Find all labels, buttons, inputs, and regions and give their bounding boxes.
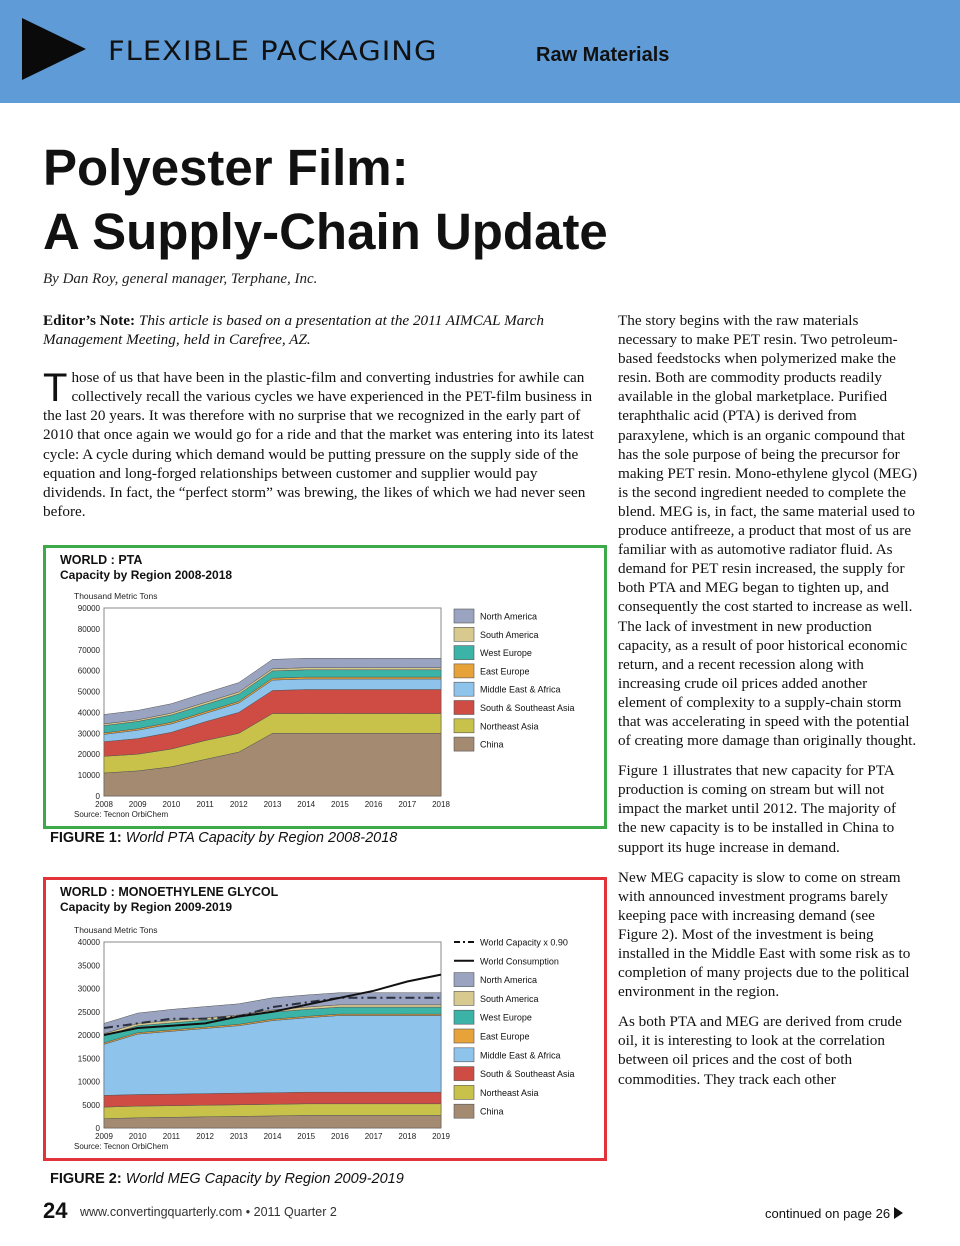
x-tick-label: 2011 [196, 800, 214, 809]
intro-text: hose of us that have been in the plastic-film and converting industries for awhile can collectively recall the various cycles we have experienced in the PET-film business in the last 20 years. It was therefore with no surprise that we recognized in the early part of 2010 that once again we would go for a ride and that the market was entering into its latest cycle: A cycle during which demand would be putting pressure on the supply side of the equation and long-forged relationships between customer and supplier would pay dividends. In fact, the “perfect storm” was brewing, the likes of which we had never seen before. [43, 369, 594, 520]
y-tick-label: 90000 [77, 604, 100, 613]
y-tick-label: 80000 [77, 624, 100, 634]
y-tick-label: 30000 [77, 729, 100, 739]
x-tick-label: 2012 [229, 800, 248, 809]
legend-swatch [454, 1104, 474, 1118]
x-tick-label: 2017 [364, 1132, 383, 1141]
body-paragraph: The story begins with the raw materials necessary to make PET resin. Two petroleum-based feedstocks when polymerized make the resin. Both are commodity products readily available in the global marketplace. Purified teraphthalic acid (PTA) is derived from paraxylene, which is an organic compound that has the sole purpose of being the precursor for making PET resin. Mono-ethylene glycol (MEG) is the second ingredient needed to complete the blend. MEG is, in fact, the same material used to produce antifreeze, a product that most of us are familiar with as automotive radiator fluid. As demand for PET resin increased, the supply for both PTA and MEG began to tighten up, and consequently the cost started to increase as well. The lack of investment in new production capacity, as a result of poor historical economic return, and a recent recession along with increasing crude oil prices added another element of complexity to a supply-chain storm that was accelerating in speed with the potential of creating more damage than originally thought. [618, 312, 918, 750]
byline: By Dan Roy, general manager, Terphane, Inc. [43, 271, 318, 287]
x-tick-label: 2015 [297, 1132, 316, 1141]
x-tick-label: 2008 [95, 800, 113, 809]
y-tick-label: 20000 [77, 750, 100, 760]
legend-label: World Consumption [480, 956, 559, 967]
legend-swatch [454, 737, 474, 751]
figure-1-text: World PTA Capacity by Region 2008-2018 [125, 830, 398, 846]
legend-swatch [454, 1029, 474, 1043]
y-tick-label: 15000 [77, 1054, 100, 1064]
x-tick-label: 2012 [196, 1132, 214, 1141]
title-line-2: A Supply-Chain Update [43, 203, 608, 260]
y-tick-label: 10000 [77, 1077, 100, 1087]
left-column [43, 311, 599, 521]
y-tick-label: 40000 [77, 708, 100, 718]
y-tick-label: 35000 [77, 961, 100, 971]
chart-title: WORLD : PTA [60, 553, 143, 567]
legend-label: South America [480, 629, 539, 640]
editors-note-text: This article is based on a presentation at the 2011 AIMCAL March Management Meeting, held in Carefree, AZ. [43, 312, 545, 349]
x-tick-label: 2019 [432, 1132, 450, 1141]
legend-label: North America [480, 975, 538, 986]
legend-label: North America [480, 611, 538, 622]
x-tick-label: 2016 [331, 1132, 349, 1141]
legend-label: West Europe [480, 648, 532, 659]
x-tick-label: 2013 [229, 1132, 248, 1141]
y-tick-label: 70000 [77, 645, 100, 655]
legend-swatch [454, 646, 474, 660]
chart-subtitle: Capacity by Region 2009-2019 [60, 900, 233, 914]
right-column [618, 311, 918, 1100]
legend-label: South America [480, 993, 539, 1004]
legend-label: East Europe [480, 1031, 530, 1042]
legend-label: Northeast Asia [480, 1087, 539, 1098]
y-tick-label: 0 [95, 1124, 100, 1133]
x-tick-label: 2009 [95, 1132, 113, 1141]
drop-cap: T [43, 366, 68, 411]
chart-title: WORLD : MONOETHYLENE GLYCOL [60, 885, 279, 899]
x-tick-label: 2018 [398, 1132, 417, 1141]
y-tick-label: 60000 [77, 666, 100, 676]
legend-label: China [480, 1106, 504, 1117]
y-tick-label: 10000 [77, 771, 100, 781]
x-tick-label: 2011 [162, 1132, 181, 1141]
y-axis-label: Thousand Metric Tons [74, 591, 158, 601]
x-tick-label: 2014 [297, 800, 316, 809]
y-tick-label: 40000 [77, 938, 100, 947]
legend-swatch [454, 664, 474, 678]
figure-2-meg-chart [43, 877, 607, 1161]
editors-note [43, 311, 599, 349]
legend-swatch [454, 627, 474, 641]
legend-label: East Europe [480, 666, 530, 677]
figure-1-label: FIGURE 1: [50, 830, 122, 846]
legend-label: Northeast Asia [480, 721, 539, 732]
chart-source: Source: Tecnon OrbiChem [74, 810, 169, 819]
legend-label: Middle East & Africa [480, 684, 561, 695]
legend-label: West Europe [480, 1012, 532, 1023]
figure-1-caption [50, 830, 397, 846]
y-tick-label: 25000 [77, 1007, 100, 1017]
continued-text: continued on page 26 [765, 1206, 891, 1221]
section-title: Raw Materials [536, 44, 670, 66]
legend-swatch [454, 1010, 474, 1024]
chart-subtitle: Capacity by Region 2008-2018 [60, 568, 233, 582]
legend-label: South & Southeast Asia [480, 1069, 575, 1080]
body-paragraph: As both PTA and MEG are derived from crude oil, it is interesting to look at the correlation between oil prices and the cost of both commodities. They track each other [618, 1013, 902, 1088]
editors-note-label: Editor’s Note: [43, 312, 136, 329]
header-banner [0, 0, 960, 103]
legend-swatch [454, 973, 474, 987]
article-title [43, 136, 923, 264]
x-tick-label: 2017 [398, 800, 417, 809]
continued-note [765, 1206, 903, 1221]
pta-chart-svg [46, 548, 604, 826]
legend-label: China [480, 739, 504, 750]
figure-2-caption [50, 1171, 404, 1187]
meg-chart-svg [46, 880, 604, 1158]
play-arrow-icon [22, 18, 86, 80]
figure-2-label: FIGURE 2: [50, 1171, 122, 1187]
x-tick-label: 2013 [263, 800, 282, 809]
legend-swatch [454, 609, 474, 623]
legend-swatch [454, 1085, 474, 1099]
x-tick-label: 2014 [263, 1132, 282, 1141]
title-line-1: Polyester Film: [43, 139, 409, 196]
x-tick-label: 2015 [331, 800, 349, 809]
chart-source: Source: Tecnon OrbiChem [74, 1142, 169, 1151]
legend-swatch [454, 1048, 474, 1062]
legend-label: Middle East & Africa [480, 1050, 561, 1061]
intro-paragraph [43, 368, 599, 521]
legend-swatch [454, 719, 474, 733]
y-tick-label: 50000 [77, 687, 100, 697]
y-tick-label: 0 [95, 792, 100, 801]
legend-swatch [454, 991, 474, 1005]
figure-1-pta-chart [43, 545, 607, 829]
x-tick-label: 2018 [432, 800, 450, 809]
page-number: 24 [43, 1198, 68, 1223]
body-paragraph: New MEG capacity is slow to come on stream with announced investment programs barely keeping pace with increasing demand (see Figure 2). Most of the investment is being installed in the Middle East with some risk as to completion of many projects due to the political environment in the region. [618, 868, 911, 1001]
footer-site-issue: www.convertingquarterly.com • 2011 Quarter 2 [80, 1205, 337, 1219]
legend-label: South & Southeast Asia [480, 703, 575, 713]
y-tick-label: 20000 [77, 1031, 100, 1040]
x-tick-label: 2016 [364, 800, 383, 809]
legend-label: World Capacity x 0.90 [480, 937, 568, 948]
y-axis-label: Thousand Metric Tons [74, 925, 158, 935]
body-paragraph: Figure 1 illustrates that new capacity for PTA production is coming on stream but will not impact the market until 2012. The majority of the new capacity is to be installed in China to support its huge increase in demand. [618, 762, 897, 856]
continue-arrow-icon [894, 1207, 903, 1219]
x-tick-label: 2010 [162, 800, 181, 809]
y-tick-label: 5000 [82, 1100, 100, 1110]
legend-swatch [454, 1067, 474, 1081]
figure-2-text: World MEG Capacity by Region 2009-2019 [125, 1171, 404, 1187]
magazine-brand: FLEXIBLE PACKAGING [108, 35, 438, 67]
x-tick-label: 2009 [128, 800, 147, 809]
legend-swatch [454, 682, 474, 696]
x-tick-label: 2010 [128, 1132, 147, 1141]
y-tick-label: 30000 [77, 984, 100, 994]
legend-swatch [454, 701, 474, 715]
